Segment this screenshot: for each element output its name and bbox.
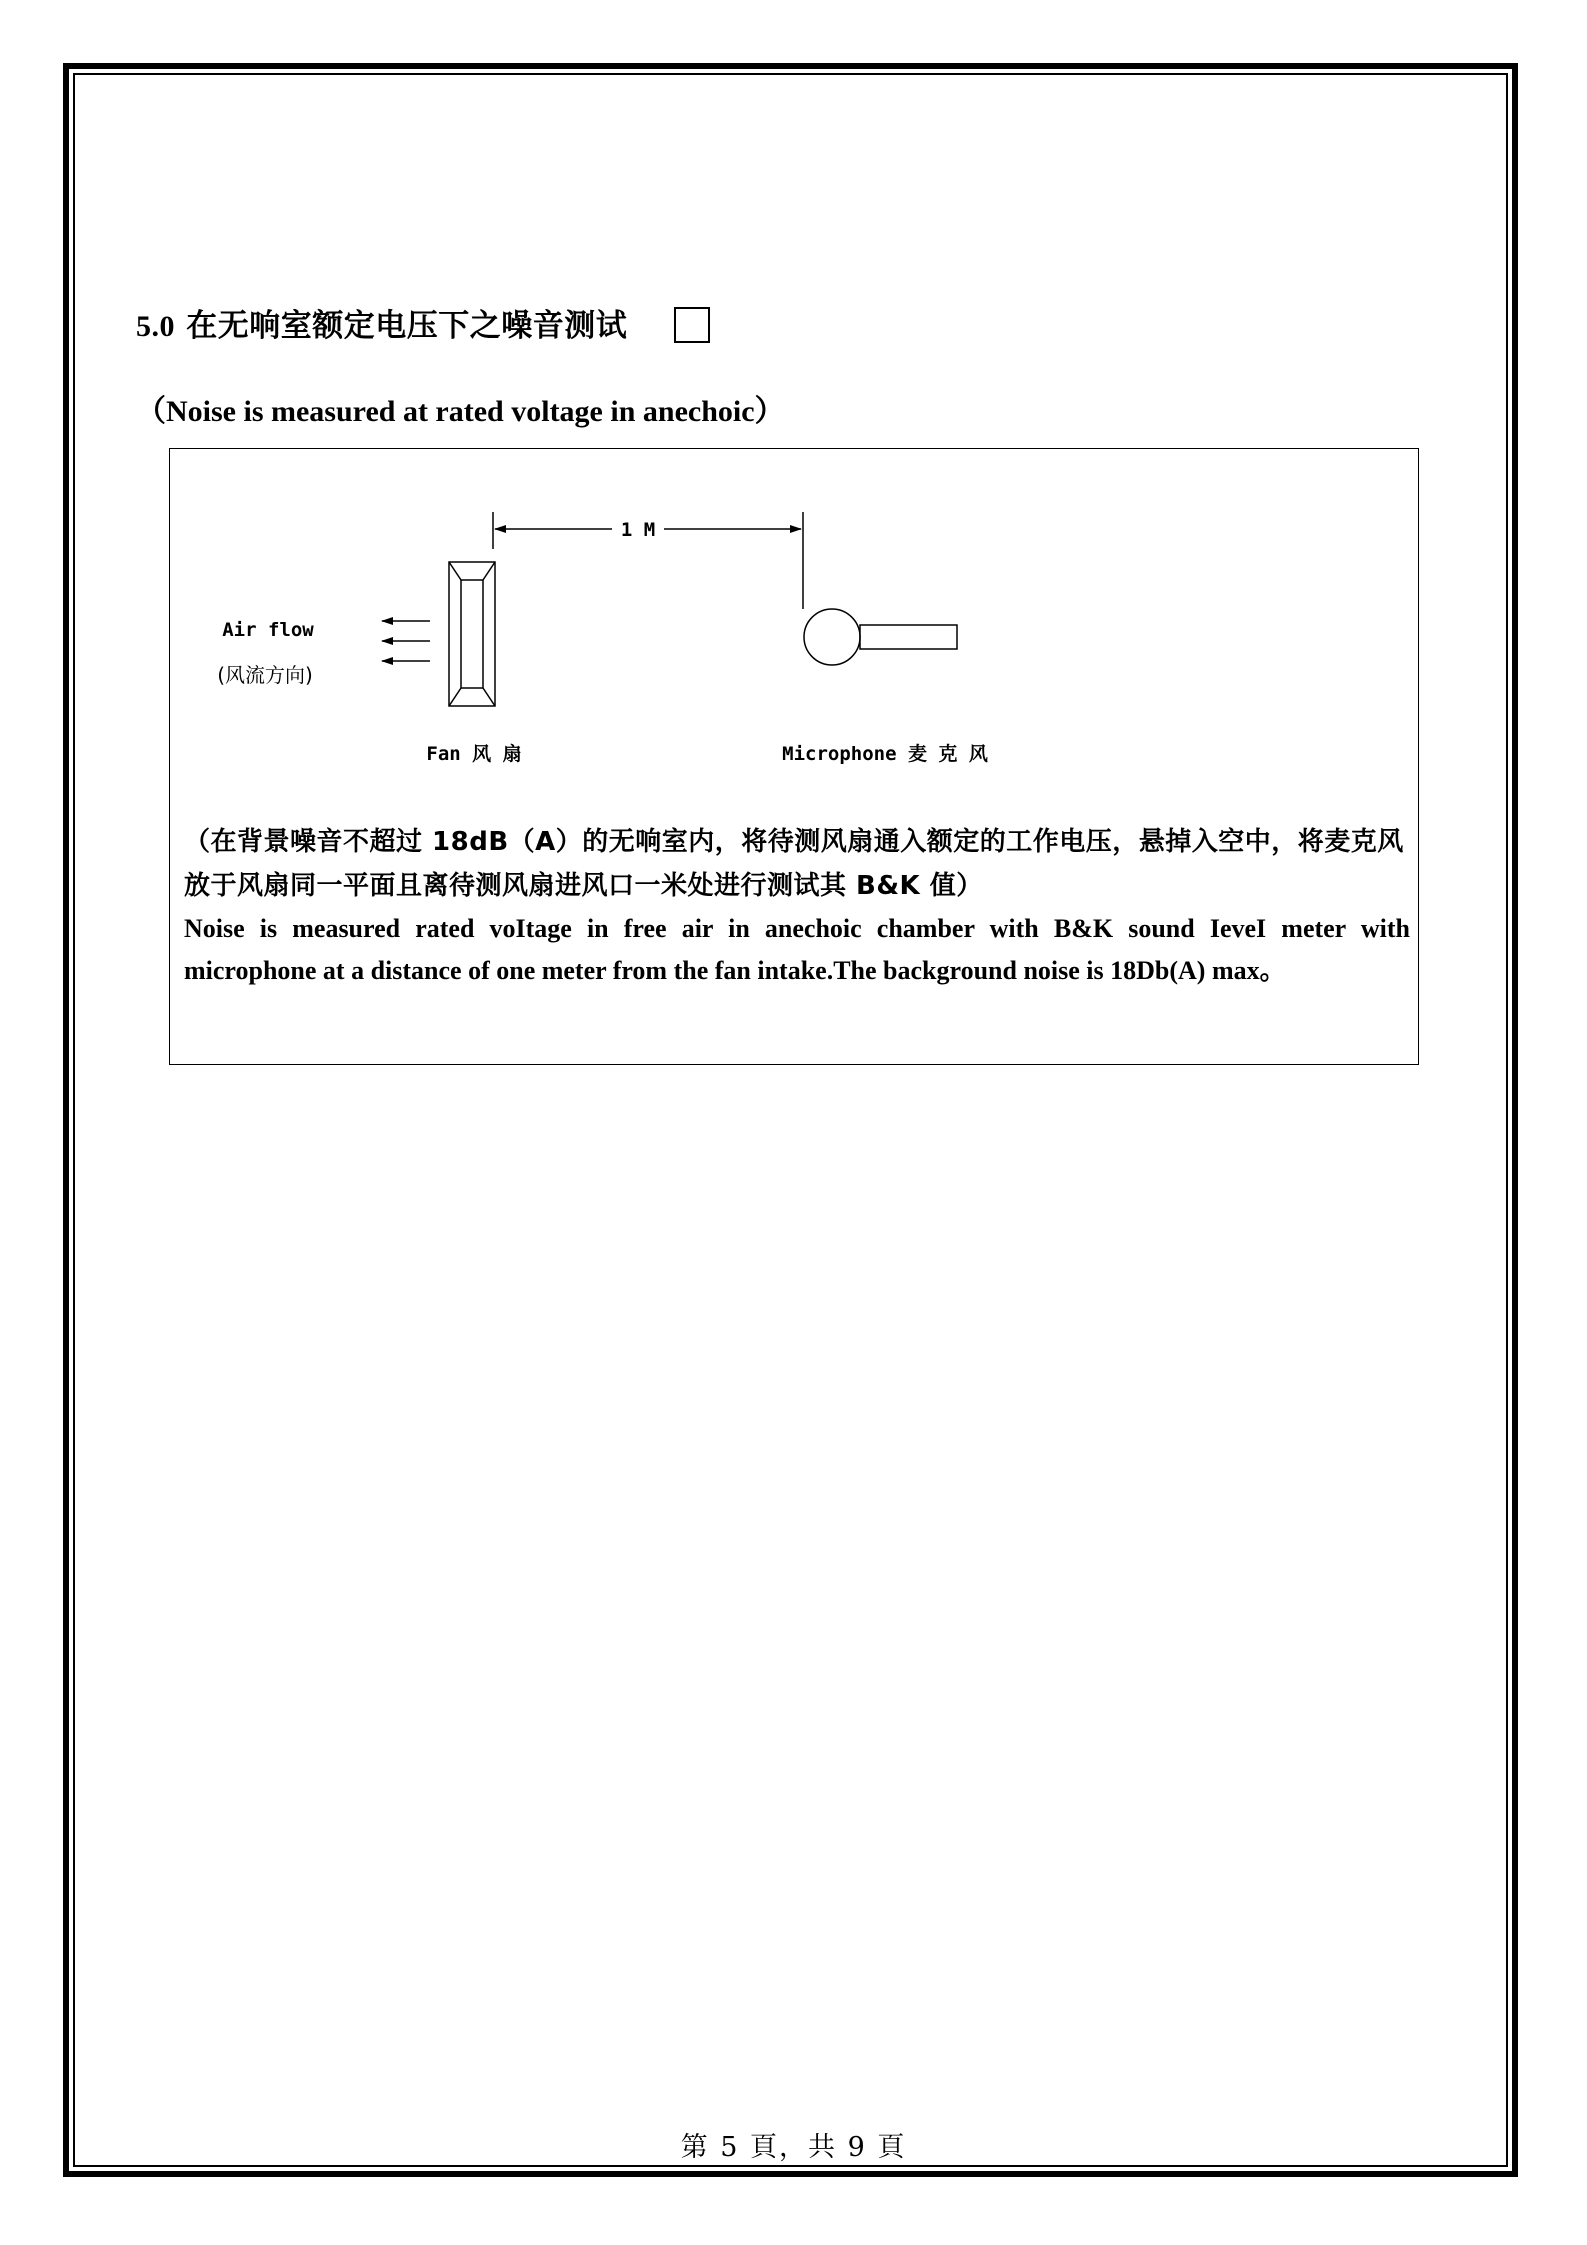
- section-number: 5.0: [136, 310, 175, 343]
- distance-label: 1 M: [620, 519, 656, 541]
- microphone-icon: [804, 609, 957, 665]
- description-chinese: （在背景噪音不超过 18dB（A）的无响室内，将待测风扇通入额定的工作电压，悬掉入空中，将麦克风放于风扇同一平面且离待测风扇进风口一米处进行测试其 B&K 值）: [184, 827, 1404, 901]
- page-footer: 第 5 頁，共 9 頁: [680, 2132, 907, 2163]
- description-english: Noise is measured rated voItage in free air in anechoic chamber with B&K sound IeveI meter with microphone at a distance of one meter from the fan intake.The background noise is 18Db(A) max。: [184, 914, 1410, 985]
- airflow-label: Air flow: [222, 619, 314, 641]
- section-title: 在无响室额定电压下之噪音测试: [186, 308, 628, 344]
- section-subtitle: （Noise is measured at rated voltage in anechoic）: [136, 395, 785, 428]
- airflow-cn-label: (风流方向): [217, 663, 313, 687]
- fan-label: Fan 风 扇: [426, 743, 522, 765]
- fan-icon: [449, 562, 495, 706]
- distance-dimension: [493, 512, 803, 609]
- microphone-label: Microphone 麦 克 风: [782, 743, 988, 765]
- airflow-arrows-icon: [382, 621, 430, 661]
